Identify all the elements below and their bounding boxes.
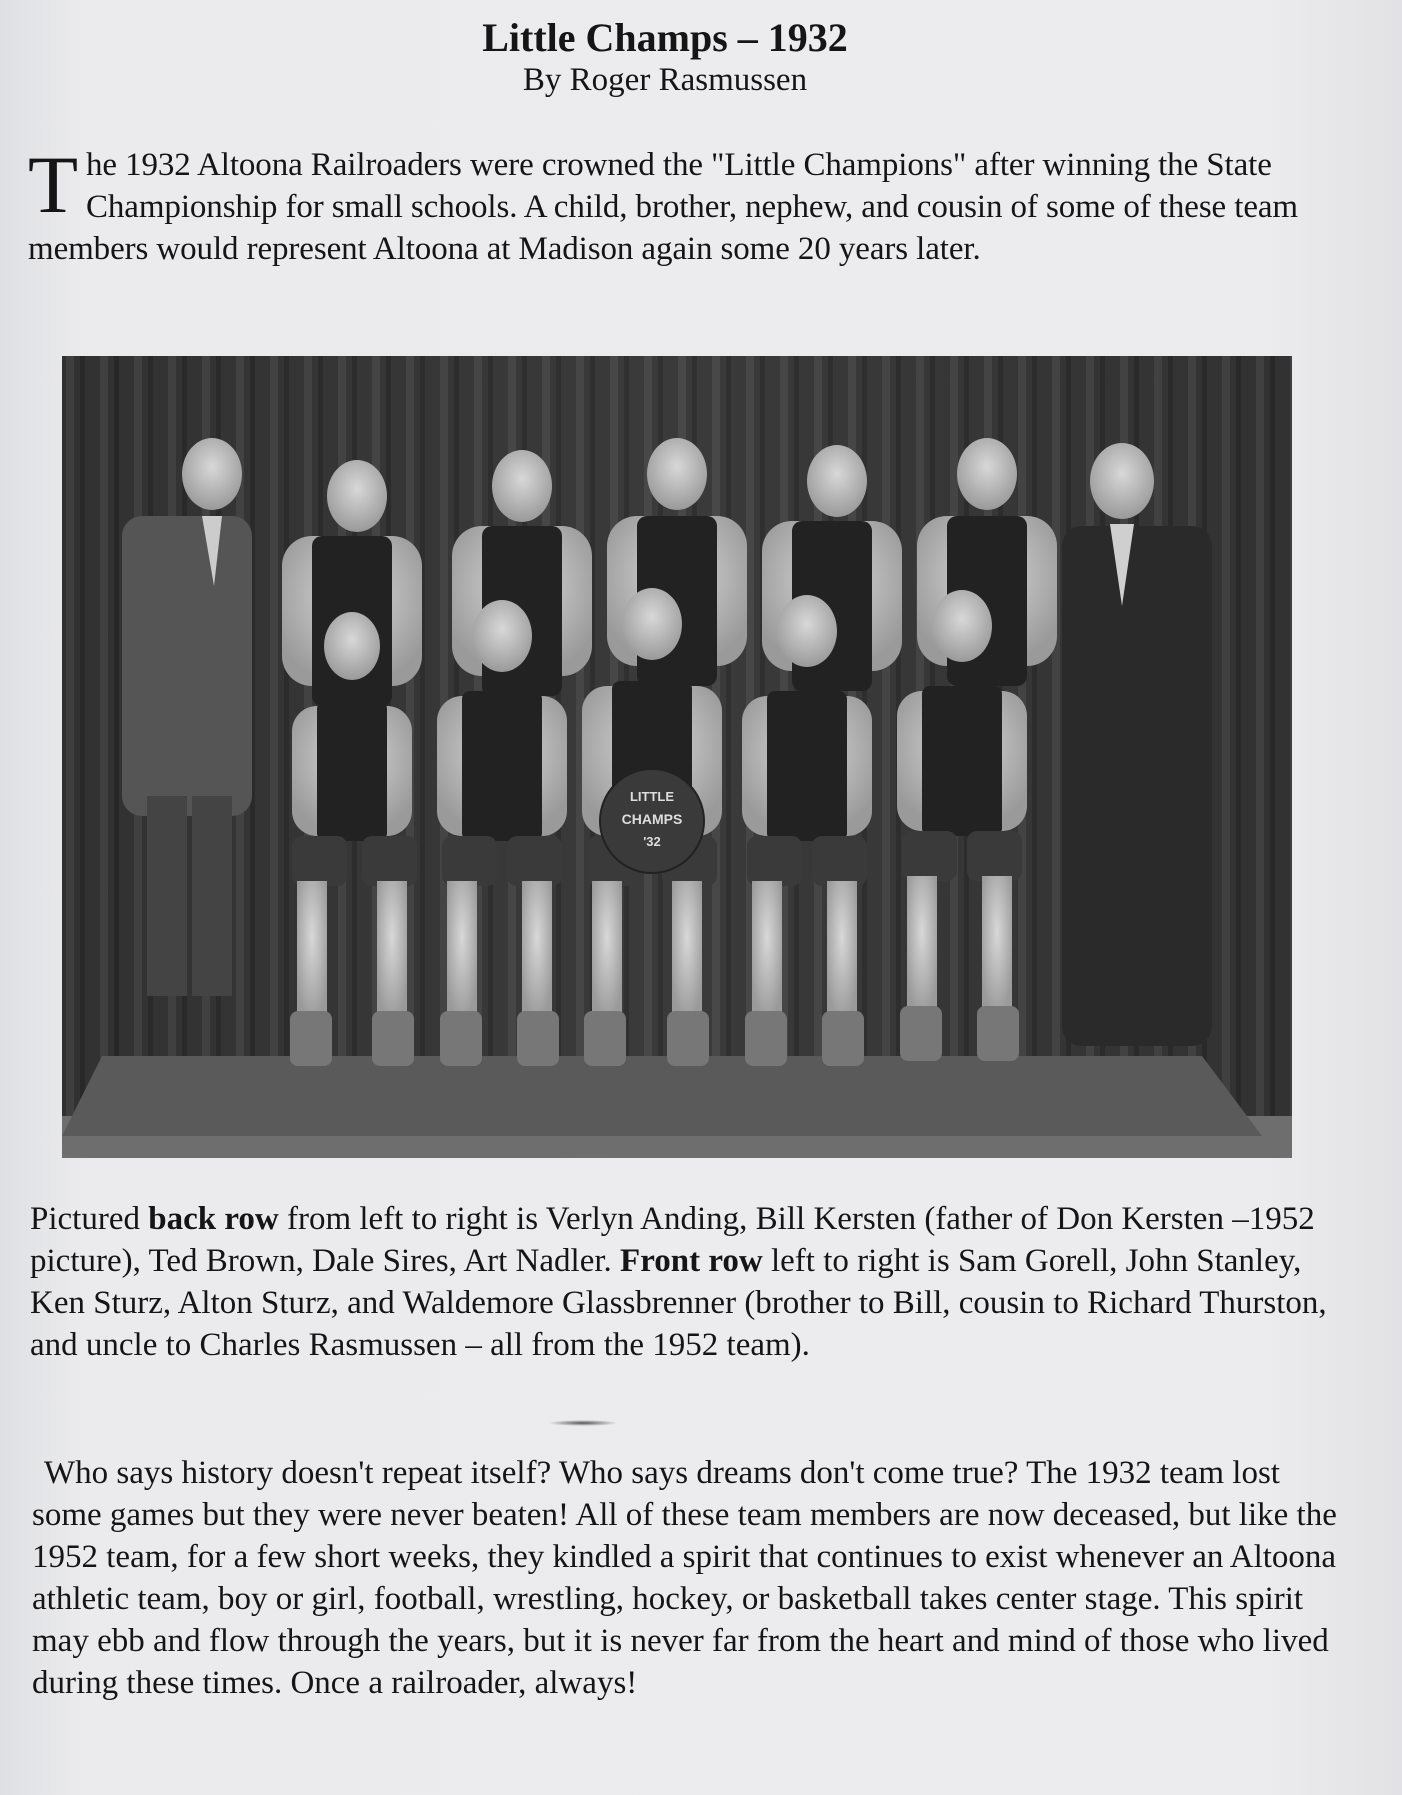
caption-front-row-label: Front row [620, 1243, 763, 1279]
article-byline: By Roger Rasmussen [522, 62, 808, 98]
caption-back-row-label: back row [148, 1201, 279, 1237]
team-photo [62, 356, 1292, 1158]
caption-text-3: left to right is Sam Gorell, John Stanley, Ken Sturz, Alton Sturz, and Waldemore Glassbrenner (brother to Bill, cousin to Richard Thurston, and uncle to Charles Rasmussen – all from the 1952 team). [30, 1243, 1327, 1363]
ball-text-2: CHAMPS [621, 811, 683, 827]
ball-text-1: LITTLE [629, 789, 675, 804]
drop-cap: T [28, 139, 78, 230]
caption-text-2: from left to right is Verlyn Anding, Bill Kersten (father of Don Kersten –1952 picture), Ted Brown, Dale Sires, Art Nadler. [30, 1201, 1315, 1279]
photo-caption [30, 1198, 1350, 1366]
closing-paragraph: Who says history doesn't repeat itself? Who says dreams don't come true? The 1932 team lost some games but they were never beaten! All of these team members are now deceased, but like the 1952 team, for a few short weeks, they kindled a spirit that continues to exist whenever an Altoona athletic team, boy or girl, football, wrestling, hockey, or basketball takes center stage. This spirit may ebb and flow through the years, but it is never far from the heart and mind of those who lived during these times. Once a railroader, always! [32, 1455, 1337, 1701]
intro-paragraph [28, 139, 1348, 270]
basketball [600, 769, 704, 873]
ink-smudge [548, 1420, 618, 1426]
article-title: Little Champs – 1932 [482, 15, 848, 60]
ball-text-3: '32 [643, 834, 661, 849]
coach-right [1062, 443, 1212, 1046]
caption-text-1: Pictured [30, 1201, 149, 1237]
intro-text: he 1932 Altoona Railroaders were crowned the "Little Champions" after winning the State Championship for small schools. A child, brother, nephew, and cousin of some of these team members would represent Altoona at Madison again some 20 years later. [28, 147, 1298, 267]
